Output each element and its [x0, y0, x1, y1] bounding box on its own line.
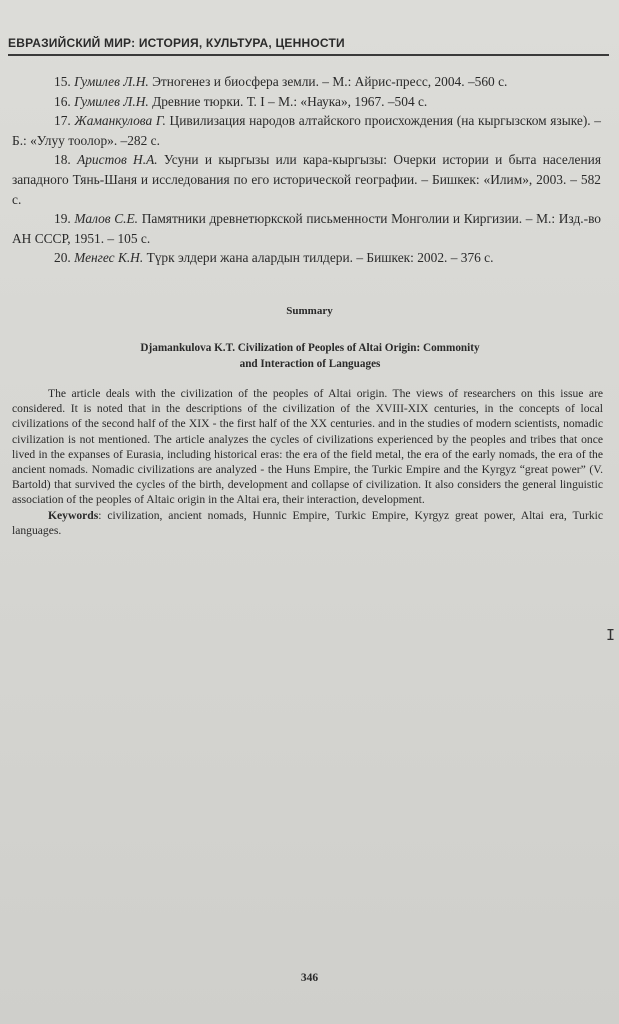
reference-author: Гумилев Л.Н. — [74, 93, 149, 109]
reference-item — [12, 150, 601, 209]
reference-text: Усуни и кыргызы или кара-кыргызы: Очерки истории и быта населения западного Тянь-Шаня и исследования по его исторической географии. – Бишкек: «Илим», 2003. – 582 с. — [12, 152, 601, 207]
reference-number: 15. — [54, 74, 71, 89]
reference-author: Малов С.Е. — [74, 211, 139, 227]
reference-author: Жаманкулова Г. — [74, 113, 166, 129]
abstract-text: The article deals with the civilization of the peoples of Altai origin. The views of researchers on this issue are considered. It is noted that in the descriptions of the civilization of the XVIII-XIX centuries, in the concepts of local civilizations of the second half of the XIX - the first half of the XX centuries. and in the studies of modern scientists, nomadic civilization is not mentioned. The article analyzes the cycles of civilizations experienced by the peoples and tribes that once lived in the expanses of Eurasia, including historical eras: the era of the field metal, the era of the early nomads, the era of the ancient nomads. Nomadic civilizations are analyzed - the Huns Empire, the Turkic Empire and the Kyrgyz “great power” (V. Bartold) that survived the cycles of the birth, development and collapse of civilization. It also considers the general linguistic association of the peoples of Altaic origin in the Altai era, their interaction, development. — [12, 387, 603, 507]
reference-number: 18. — [54, 152, 71, 168]
keywords-text: : civilization, ancient nomads, Hunnic Empire, Turkic Empire, Kyrgyz great power, Altai era, Turkic languages. — [12, 508, 603, 537]
reference-author: Менгес К.Н. — [74, 250, 144, 266]
article-title-line: Djamankulova K.T. Civilization of Peoples of Altai Origin: Commonity — [140, 342, 480, 354]
abstract — [12, 386, 603, 538]
reference-list — [12, 72, 601, 268]
page-number: 346 — [300, 972, 319, 984]
reference-item — [12, 111, 601, 150]
reference-text: Цивилизация народов алтайского происхождения (на кыргызском языке). – Б.: «Улуу тоолор». –282 с. — [12, 113, 601, 148]
reference-text: Древние тюрки. Т. I – М.: «Наука», 1967. –504 с. — [152, 93, 428, 109]
reference-number: 19. — [54, 211, 71, 227]
article-title — [60, 340, 560, 372]
reference-number: 17. — [54, 113, 71, 129]
summary-heading: Summary — [286, 305, 333, 317]
reference-item — [12, 72, 601, 92]
header-rule — [8, 54, 609, 56]
reference-item — [12, 92, 601, 112]
reference-author: Гумилев Л.Н. — [74, 74, 149, 89]
reference-number: 16. — [54, 93, 71, 109]
reference-item — [12, 248, 601, 268]
reference-number: 20. — [54, 250, 71, 266]
reference-text: Этногенез и биосфера земли. – М.: Айрис-пресс, 2004. –560 с. — [152, 74, 508, 89]
text-cursor-icon: I — [606, 626, 616, 644]
reference-text: Түрк элдери жана алардын тилдери. – Бишкек: 2002. – 376 с. — [146, 250, 494, 266]
reference-text: Памятники древнетюркской письменности Монголии и Киргизии. – М.: Изд.-во АН СССР, 1951. – 105 с. — [12, 211, 602, 246]
article-title-line: and Interaction of Languages — [239, 358, 381, 370]
keywords-paragraph — [12, 508, 603, 538]
running-head: ЕВРАЗИЙСКИЙ МИР: ИСТОРИЯ, КУЛЬТУРА, ЦЕННОСТИ — [8, 36, 345, 50]
reference-item — [12, 209, 601, 248]
keywords-label: Keywords — [48, 508, 99, 522]
reference-author: Аристов Н.А. — [77, 152, 158, 168]
